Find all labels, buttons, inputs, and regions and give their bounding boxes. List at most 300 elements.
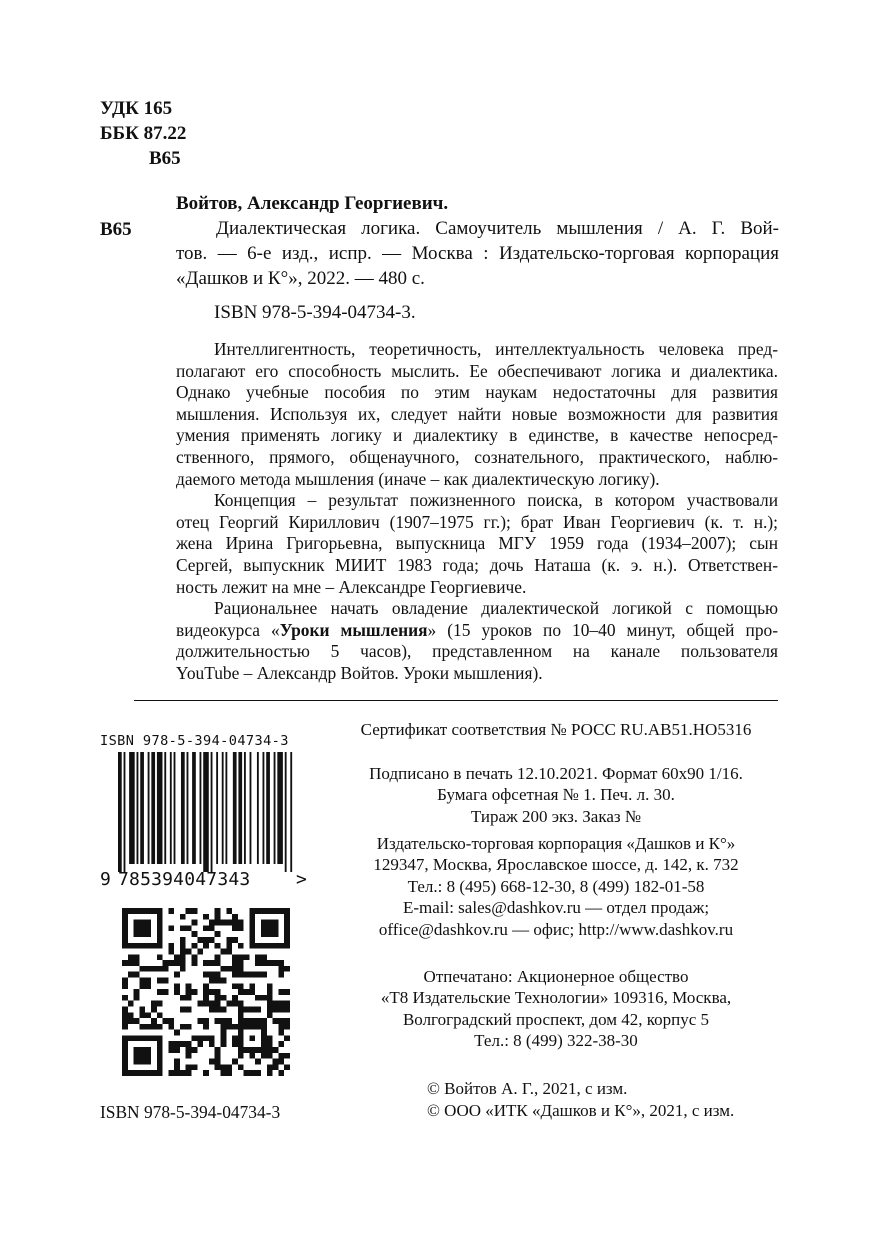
qr-module bbox=[163, 1018, 169, 1024]
qr-module bbox=[209, 1001, 215, 1007]
qr-module bbox=[139, 1024, 145, 1030]
qr-module bbox=[273, 960, 279, 966]
qr-module bbox=[278, 966, 284, 972]
qr-module bbox=[238, 1018, 244, 1024]
qr-module bbox=[128, 908, 134, 914]
qr-module bbox=[203, 925, 209, 931]
qr-module bbox=[284, 1024, 290, 1030]
qr-module bbox=[238, 983, 244, 989]
qr-module bbox=[139, 908, 145, 914]
annotation bbox=[176, 339, 778, 685]
qr-module bbox=[151, 1070, 157, 1076]
isbn-bottom: ISBN 978-5-394-04734-3 bbox=[100, 1102, 281, 1122]
annotation-line: даемого метода мышления (иначе – как диалектическую логику). bbox=[176, 468, 660, 489]
qr-module bbox=[145, 1047, 151, 1053]
qr-module bbox=[180, 1041, 186, 1047]
qr-module bbox=[244, 972, 250, 978]
qr-module bbox=[145, 931, 151, 937]
printer-line: Волгоградский проспект, дом 42, корпус 5 bbox=[402, 1009, 710, 1029]
barcode-bar bbox=[233, 752, 237, 864]
qr-module bbox=[232, 1024, 238, 1030]
publisher-line: office@dashkov.ru — офис; http://www.dashkov.ru bbox=[378, 919, 734, 939]
qr-module bbox=[192, 931, 198, 937]
qr-module bbox=[209, 978, 215, 984]
qr-module bbox=[134, 960, 140, 966]
qr-module bbox=[232, 937, 238, 943]
qr-module bbox=[261, 943, 267, 949]
qr-module bbox=[174, 960, 180, 966]
qr-module bbox=[249, 920, 255, 926]
qr-module bbox=[238, 954, 244, 960]
annotation-line: умения применять логику и диалектику в единстве, в качестве непосред- bbox=[176, 425, 778, 446]
qr-module bbox=[232, 995, 238, 1001]
qr-module bbox=[168, 1024, 174, 1030]
qr-module bbox=[139, 1047, 145, 1053]
annotation-line: Интеллигентность, теоретичность, интеллектуальность человека пред- bbox=[214, 339, 778, 359]
qr-module bbox=[215, 1053, 221, 1059]
barcode-bar bbox=[203, 752, 209, 872]
qr-module bbox=[128, 1012, 134, 1018]
barcode-bar bbox=[192, 752, 196, 864]
barcode-bar bbox=[174, 752, 176, 864]
qr-module bbox=[255, 1070, 261, 1076]
qr-module bbox=[273, 1006, 279, 1012]
annotation-text: видеокурса « bbox=[176, 619, 280, 640]
qr-module bbox=[209, 920, 215, 926]
qr-module bbox=[122, 1059, 128, 1065]
qr-module bbox=[197, 937, 203, 943]
qr-module bbox=[215, 914, 221, 920]
qr-module bbox=[122, 1070, 128, 1076]
qr-module bbox=[261, 925, 267, 931]
qr-module bbox=[232, 925, 238, 931]
qr-module bbox=[215, 1064, 221, 1070]
qr-module bbox=[244, 1047, 250, 1053]
qr-module bbox=[139, 1012, 145, 1018]
qr-module bbox=[284, 925, 290, 931]
qr-module bbox=[139, 1035, 145, 1041]
qr-module bbox=[238, 972, 244, 978]
author-sign: В65 bbox=[149, 148, 181, 169]
qr-module bbox=[261, 1030, 267, 1036]
qr-module bbox=[192, 954, 198, 960]
qr-module bbox=[238, 1053, 244, 1059]
qr-module bbox=[261, 1041, 267, 1047]
qr-module bbox=[220, 966, 226, 972]
qr-module bbox=[232, 1035, 238, 1041]
qr-module bbox=[180, 1070, 186, 1076]
qr-module bbox=[255, 1024, 261, 1030]
course-title: Уроки мышления bbox=[279, 619, 428, 640]
publisher-line: E-mail: sales@dashkov.ru — отдел продаж; bbox=[402, 898, 710, 918]
barcode-first-digit: 9 bbox=[100, 869, 111, 890]
qr-module bbox=[215, 972, 221, 978]
qr-module bbox=[157, 1012, 163, 1018]
qr-module bbox=[238, 1001, 244, 1007]
publisher-line: Издательско-торговая корпорация «Дашков и К°» bbox=[376, 834, 736, 853]
qr-module bbox=[139, 943, 145, 949]
qr-module bbox=[278, 1030, 284, 1036]
barcode-bar bbox=[187, 752, 189, 864]
qr-module bbox=[267, 989, 273, 995]
qr-module bbox=[284, 920, 290, 926]
qr-module bbox=[255, 1059, 261, 1065]
qr-module bbox=[157, 1001, 163, 1007]
qr-module bbox=[273, 925, 279, 931]
qr-module bbox=[267, 1012, 273, 1018]
qr-module bbox=[249, 983, 255, 989]
qr-module bbox=[255, 1047, 261, 1053]
qr-module bbox=[180, 954, 186, 960]
qr-module bbox=[215, 978, 221, 984]
qr-module bbox=[215, 1059, 221, 1065]
qr-module bbox=[180, 943, 186, 949]
qr-module bbox=[220, 1064, 226, 1070]
qr-module bbox=[128, 943, 134, 949]
qr-module bbox=[180, 1024, 186, 1030]
qr-module bbox=[226, 920, 232, 926]
barcode-bar bbox=[285, 752, 287, 872]
qr-module bbox=[203, 972, 209, 978]
printer-line: «Т8 Издательские Технологии» 109316, Москва, bbox=[380, 988, 732, 1008]
qr-module bbox=[134, 920, 140, 926]
publisher-info bbox=[300, 833, 812, 940]
qr-module bbox=[215, 1047, 221, 1053]
qr-module bbox=[215, 995, 221, 1001]
qr-module bbox=[267, 1035, 273, 1041]
qr-module bbox=[226, 943, 232, 949]
qr-module bbox=[157, 1024, 163, 1030]
qr-module bbox=[180, 949, 186, 955]
qr-module bbox=[128, 954, 134, 960]
qr-module bbox=[186, 1047, 192, 1053]
qr-module bbox=[220, 978, 226, 984]
qr-module bbox=[249, 989, 255, 995]
qr-module bbox=[145, 943, 151, 949]
qr-module bbox=[267, 925, 273, 931]
qr-module bbox=[203, 983, 209, 989]
bibliographic-description bbox=[176, 216, 779, 291]
qr-code bbox=[122, 908, 290, 1076]
qr-module bbox=[238, 1006, 244, 1012]
qr-module bbox=[273, 1018, 279, 1024]
qr-module bbox=[267, 983, 273, 989]
author-heading: Войтов, Александр Георгиевич. bbox=[176, 193, 449, 214]
isbn-barcode bbox=[118, 752, 294, 872]
qr-module bbox=[215, 989, 221, 995]
qr-module bbox=[232, 914, 238, 920]
qr-module bbox=[232, 954, 238, 960]
udk-code: УДК 165 bbox=[100, 98, 173, 119]
qr-module bbox=[209, 960, 215, 966]
qr-module bbox=[238, 925, 244, 931]
qr-module bbox=[215, 920, 221, 926]
qr-module bbox=[238, 1047, 244, 1053]
qr-module bbox=[186, 995, 192, 1001]
qr-module bbox=[197, 1035, 203, 1041]
qr-module bbox=[192, 908, 198, 914]
qr-module bbox=[209, 925, 215, 931]
qr-module bbox=[273, 1001, 279, 1007]
barcode-bar bbox=[225, 752, 227, 864]
qr-module bbox=[168, 943, 174, 949]
qr-module bbox=[168, 1047, 174, 1053]
annotation-line: полагают его способность мыслить. Ее обеспечивают логика и диалектика. bbox=[176, 360, 778, 381]
qr-module bbox=[174, 983, 180, 989]
qr-module bbox=[278, 1001, 284, 1007]
qr-module bbox=[278, 1024, 284, 1030]
qr-module bbox=[134, 1053, 140, 1059]
qr-module bbox=[255, 995, 261, 1001]
qr-module bbox=[180, 1006, 186, 1012]
qr-module bbox=[145, 966, 151, 972]
qr-module bbox=[157, 1035, 163, 1041]
qr-module bbox=[220, 1035, 226, 1041]
qr-module bbox=[203, 1035, 209, 1041]
qr-module bbox=[232, 1001, 238, 1007]
qr-module bbox=[151, 1035, 157, 1041]
qr-module bbox=[226, 1064, 232, 1070]
qr-module bbox=[122, 1024, 128, 1030]
qr-module bbox=[139, 931, 145, 937]
annotation-line: должительностью 5 часов), представленном на канале пользователя bbox=[176, 641, 778, 662]
qr-module bbox=[284, 1006, 290, 1012]
certificate: Сертификат соответствия № РОСС RU.AB51.HO5316 bbox=[360, 720, 752, 739]
qr-module bbox=[145, 925, 151, 931]
qr-module bbox=[249, 925, 255, 931]
qr-module bbox=[284, 1018, 290, 1024]
qr-module bbox=[151, 966, 157, 972]
qr-module bbox=[220, 1006, 226, 1012]
qr-module bbox=[226, 966, 232, 972]
qr-module bbox=[273, 943, 279, 949]
biblio-line: «Дашков и К°», 2022. — 480 с. bbox=[176, 268, 425, 289]
copyright-line: © ООО «ИТК «Дашков и К°», 2021, с изм. bbox=[427, 1101, 735, 1121]
qr-module bbox=[192, 920, 198, 926]
qr-module bbox=[122, 1035, 128, 1041]
classification-block bbox=[100, 96, 186, 171]
qr-module bbox=[157, 1064, 163, 1070]
qr-module bbox=[197, 1001, 203, 1007]
qr-module bbox=[157, 954, 163, 960]
barcode-bar bbox=[148, 752, 150, 864]
qr-module bbox=[186, 1006, 192, 1012]
qr-module bbox=[220, 1030, 226, 1036]
qr-module bbox=[122, 1012, 128, 1018]
qr-module bbox=[215, 931, 221, 937]
qr-module bbox=[261, 1024, 267, 1030]
qr-module bbox=[197, 1018, 203, 1024]
qr-module bbox=[122, 920, 128, 926]
qr-module bbox=[203, 1024, 209, 1030]
qr-module bbox=[134, 972, 140, 978]
qr-module bbox=[192, 1035, 198, 1041]
qr-module bbox=[186, 949, 192, 955]
annotation-line: отец Георгий Кириллович (1907–1975 гг.); брат Иван Георгиевич (к. т. н.); bbox=[176, 511, 778, 532]
qr-module bbox=[232, 1041, 238, 1047]
qr-module bbox=[197, 1041, 203, 1047]
qr-module bbox=[238, 943, 244, 949]
qr-module bbox=[174, 1030, 180, 1036]
qr-module bbox=[267, 960, 273, 966]
qr-module bbox=[215, 954, 221, 960]
qr-module bbox=[261, 995, 267, 1001]
qr-module bbox=[220, 920, 226, 926]
qr-module bbox=[134, 1047, 140, 1053]
barcode-bar bbox=[266, 752, 270, 864]
qr-module bbox=[267, 1064, 273, 1070]
qr-module bbox=[215, 960, 221, 966]
qr-module bbox=[174, 1041, 180, 1047]
qr-module bbox=[168, 1041, 174, 1047]
qr-module bbox=[232, 972, 238, 978]
qr-module bbox=[238, 1030, 244, 1036]
qr-module bbox=[226, 908, 232, 914]
qr-module bbox=[220, 995, 226, 1001]
qr-module bbox=[238, 960, 244, 966]
qr-module bbox=[284, 937, 290, 943]
printer-line: Отпечатано: Акционерное общество bbox=[423, 967, 689, 986]
qr-module bbox=[180, 966, 186, 972]
qr-module bbox=[157, 931, 163, 937]
qr-module bbox=[134, 908, 140, 914]
annotation-line: жена Ирина Григорьевна, выпускница МГУ 1959 года (1934–2007); сын bbox=[176, 533, 778, 554]
qr-module bbox=[261, 1053, 267, 1059]
qr-module bbox=[174, 1047, 180, 1053]
qr-module bbox=[139, 978, 145, 984]
qr-module bbox=[168, 908, 174, 914]
qr-module bbox=[186, 989, 192, 995]
qr-module bbox=[186, 908, 192, 914]
qr-module bbox=[128, 1001, 134, 1007]
qr-module bbox=[267, 1041, 273, 1047]
qr-module bbox=[215, 908, 221, 914]
copyright-line: © Войтов А. Г., 2021, с изм. bbox=[427, 1079, 628, 1098]
qr-module bbox=[215, 1018, 221, 1024]
qr-module bbox=[244, 1024, 250, 1030]
qr-module bbox=[261, 1018, 267, 1024]
qr-module bbox=[278, 989, 284, 995]
qr-module bbox=[249, 1018, 255, 1024]
qr-module bbox=[128, 972, 134, 978]
qr-module bbox=[267, 943, 273, 949]
qr-module bbox=[157, 966, 163, 972]
qr-module bbox=[174, 972, 180, 978]
qr-module bbox=[168, 960, 174, 966]
barcode-bar bbox=[257, 752, 259, 864]
qr-module bbox=[157, 1070, 163, 1076]
qr-module bbox=[273, 931, 279, 937]
qr-module bbox=[238, 989, 244, 995]
qr-module bbox=[157, 978, 163, 984]
qr-module bbox=[215, 943, 221, 949]
qr-module bbox=[203, 1070, 209, 1076]
qr-module bbox=[145, 1053, 151, 1059]
qr-module bbox=[284, 1053, 290, 1059]
qr-module bbox=[139, 1070, 145, 1076]
qr-module bbox=[261, 931, 267, 937]
annotation-line: YouTube – Александр Войтов. Уроки мышления). bbox=[176, 662, 543, 683]
qr-module bbox=[244, 954, 250, 960]
divider bbox=[134, 700, 778, 701]
qr-module bbox=[255, 960, 261, 966]
qr-module bbox=[203, 937, 209, 943]
qr-module bbox=[186, 1070, 192, 1076]
qr-module bbox=[249, 937, 255, 943]
barcode-bar bbox=[200, 752, 202, 864]
qr-module bbox=[151, 943, 157, 949]
barcode-bar bbox=[277, 752, 283, 864]
record-author-sign: В65 bbox=[100, 219, 132, 240]
qr-module bbox=[203, 989, 209, 995]
qr-module bbox=[255, 954, 261, 960]
qr-module bbox=[186, 1064, 192, 1070]
qr-module bbox=[151, 908, 157, 914]
qr-module bbox=[238, 1012, 244, 1018]
barcode-bar bbox=[238, 752, 242, 864]
qr-module bbox=[255, 1006, 261, 1012]
barcode-digits: 785394047343 bbox=[118, 869, 251, 890]
barcode-bar bbox=[211, 752, 213, 872]
qr-module bbox=[209, 1041, 215, 1047]
qr-module bbox=[163, 978, 169, 984]
qr-module bbox=[273, 1064, 279, 1070]
copyright-block bbox=[427, 1078, 734, 1123]
qr-module bbox=[163, 960, 169, 966]
qr-module bbox=[139, 1053, 145, 1059]
qr-module bbox=[267, 931, 273, 937]
qr-module bbox=[157, 989, 163, 995]
qr-module bbox=[157, 943, 163, 949]
qr-module bbox=[186, 1024, 192, 1030]
qr-module bbox=[203, 943, 209, 949]
qr-module bbox=[249, 931, 255, 937]
qr-module bbox=[163, 989, 169, 995]
qr-module bbox=[220, 1024, 226, 1030]
qr-module bbox=[203, 1001, 209, 1007]
qr-module bbox=[122, 943, 128, 949]
qr-module bbox=[157, 908, 163, 914]
qr-module bbox=[226, 949, 232, 955]
qr-module bbox=[122, 1047, 128, 1053]
qr-module bbox=[157, 1059, 163, 1065]
qr-module bbox=[232, 960, 238, 966]
qr-module bbox=[192, 1064, 198, 1070]
qr-module bbox=[145, 920, 151, 926]
qr-module bbox=[249, 1006, 255, 1012]
barcode-bar bbox=[274, 752, 276, 864]
barcode-isbn-text: ISBN 978-5-394-04734-3 bbox=[100, 733, 289, 749]
qr-module bbox=[249, 1035, 255, 1041]
qr-module bbox=[255, 908, 261, 914]
qr-module bbox=[151, 1018, 157, 1024]
barcode-bar bbox=[129, 752, 135, 864]
qr-module bbox=[192, 1047, 198, 1053]
qr-module bbox=[261, 1047, 267, 1053]
qr-module bbox=[249, 1024, 255, 1030]
qr-module bbox=[261, 960, 267, 966]
qr-module bbox=[157, 937, 163, 943]
qr-module bbox=[232, 1059, 238, 1065]
qr-module bbox=[209, 972, 215, 978]
qr-module bbox=[197, 949, 203, 955]
qr-module bbox=[255, 1018, 261, 1024]
qr-module bbox=[122, 1053, 128, 1059]
qr-module bbox=[186, 1041, 192, 1047]
qr-module bbox=[249, 908, 255, 914]
qr-module bbox=[284, 1035, 290, 1041]
qr-module bbox=[278, 1053, 284, 1059]
